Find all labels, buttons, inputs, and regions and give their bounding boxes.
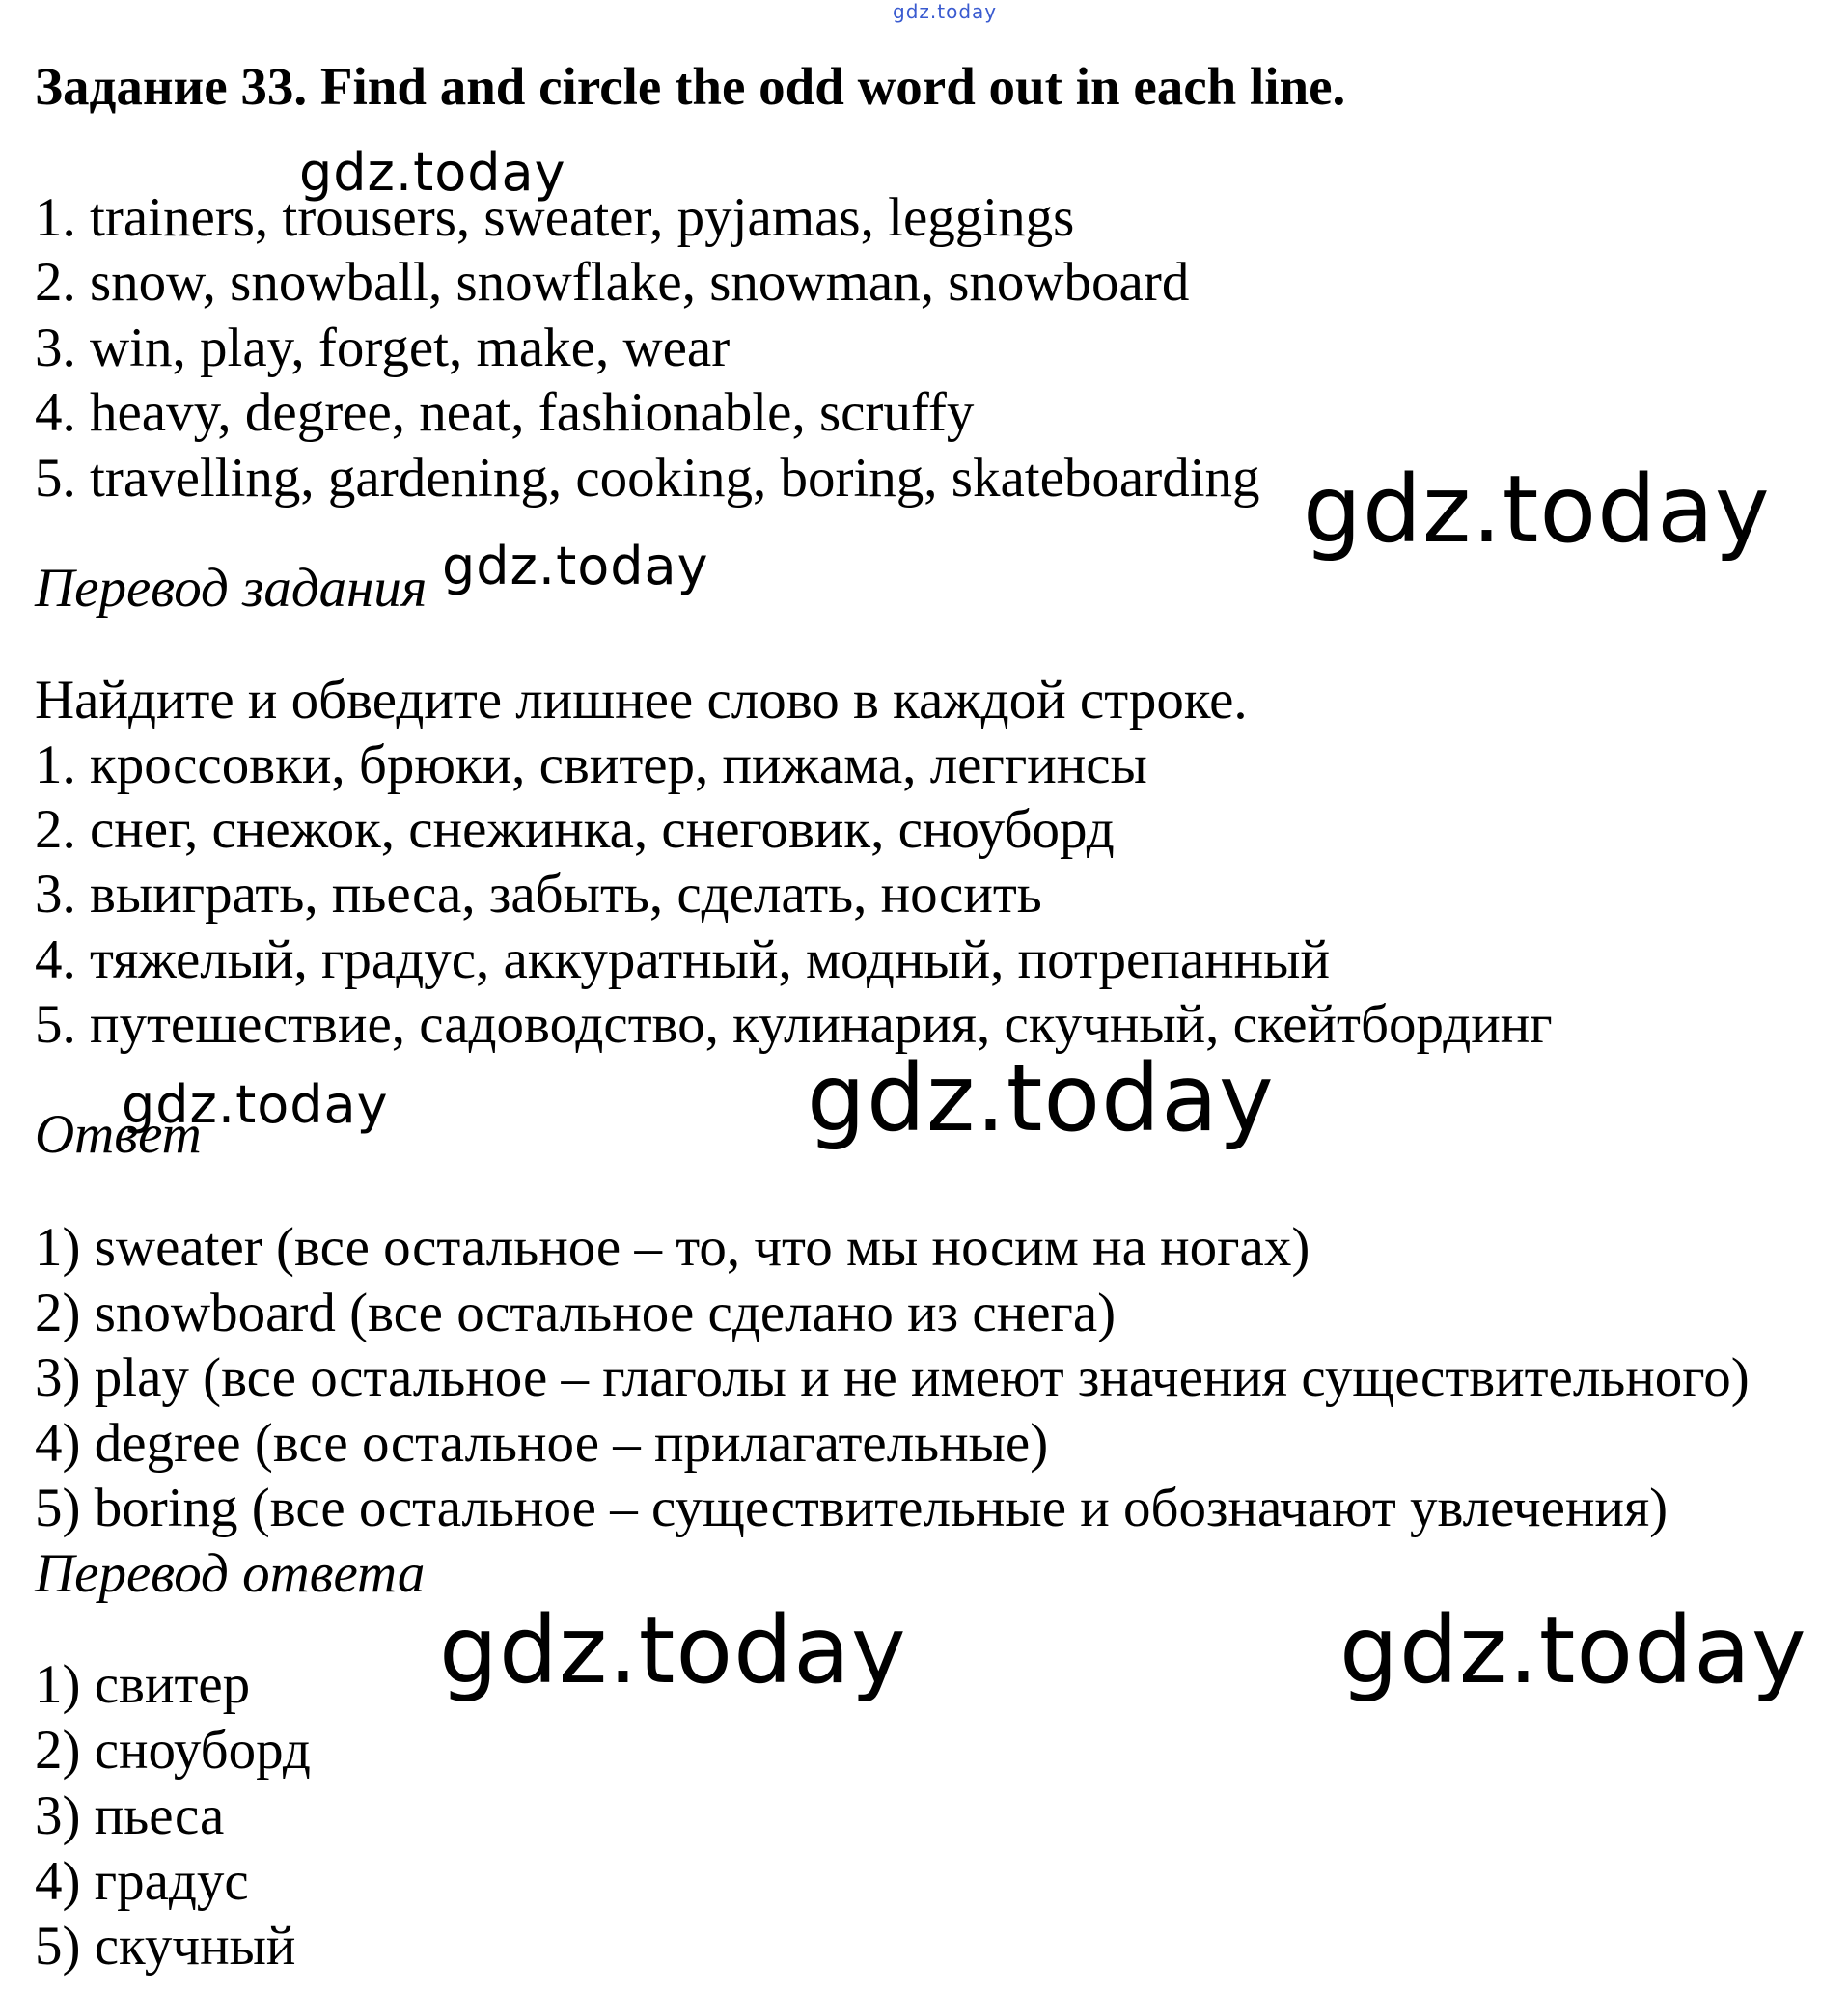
watermark: gdz.today [1339,1596,1807,1704]
watermark: gdz.today [439,1596,907,1704]
translation-line-4: 4. тяжелый, градус, аккуратный, модный, потрепанный [35,929,1330,990]
watermark: gdz.today [122,1074,389,1135]
watermark: gdz.today [1303,456,1771,564]
answer-line-2: 2) snowboard (все остальное сделано из снега) [35,1283,1117,1343]
translation-intro: Найдите и обведите лишнее слово в каждой строке. [35,670,1248,731]
watermark: gdz.today [299,142,566,203]
answer-translation-line-1: 1) свитер [35,1654,251,1715]
task-line-2: 2. snow, snowball, snowflake, snowman, snowboard [35,252,1190,313]
translation-line-1: 1. кроссовки, брюки, свитер, пижама, леггинсы [35,734,1147,795]
watermark: gdz.today [442,536,709,596]
task-line-3: 3. win, play, forget, make, wear [35,318,731,378]
answer-line-3: 3) play (все остальное – глаголы и не имеют значения существительного) [35,1347,1750,1408]
translation-line-3: 3. выиграть, пьеса, забыть, сделать, носить [35,864,1042,925]
answer-translation-line-3: 3) пьеса [35,1785,225,1846]
answer-translation-heading: Перевод ответа [35,1543,426,1604]
answer-heading: Ответ [35,1104,202,1165]
watermark: gdz.today [807,1044,1275,1152]
answer-translation-line-4: 4) градус [35,1851,249,1912]
answer-line-5: 5) boring (все остальное – существительные и обозначают увлечения) [35,1478,1669,1538]
translation-heading: Перевод задания [35,558,428,619]
task-line-4: 4. heavy, degree, neat, fashionable, scruffy [35,382,975,443]
answer-line-4: 4) degree (все остальное – прилагательные) [35,1413,1049,1474]
translation-line-2: 2. снег, снежок, снежинка, снеговик, сноуборд [35,799,1115,860]
answer-translation-line-5: 5) скучный [35,1916,296,1977]
translation-line-5: 5. путешествие, садоводство, кулинария, скучный, скейтбординг [35,994,1553,1055]
task-line-1: 1. trainers, trousers, sweater, pyjamas, leggings [35,187,1075,248]
answer-translation-line-2: 2) сноуборд [35,1720,311,1781]
task-line-5: 5. travelling, gardening, cooking, boring, skateboarding [35,448,1260,509]
answer-line-1: 1) sweater (все остальное – то, что мы носим на ногах) [35,1217,1310,1278]
task-title: Задание 33. Find and circle the odd word out in each line. [35,57,1346,116]
watermark: gdz.today [893,0,998,23]
